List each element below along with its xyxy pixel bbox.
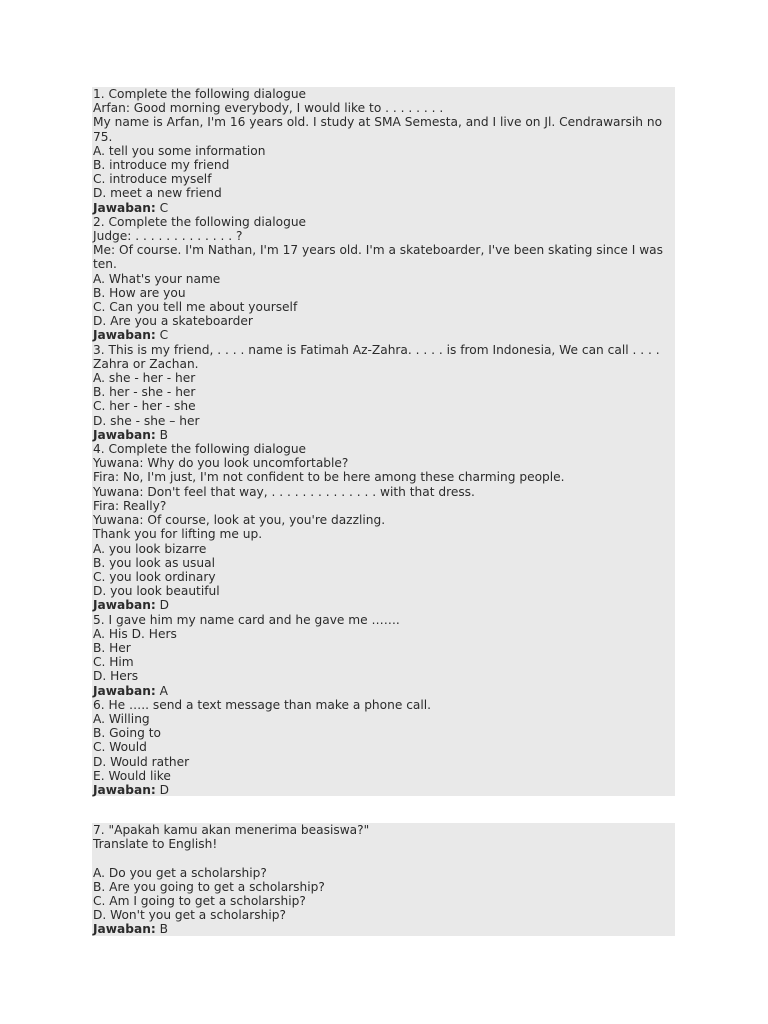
option-b: B. Going to bbox=[93, 726, 161, 741]
option-e: E. Would like bbox=[93, 768, 171, 783]
answer-label: Jawaban: bbox=[93, 782, 156, 797]
dialogue-line: Arfan: Good morning everybody, I would like to . . . . . . . . bbox=[93, 101, 444, 116]
answer-value: B bbox=[155, 427, 168, 442]
question-text: 7. "Apakah kamu akan menerima beasiswa?" bbox=[93, 823, 370, 837]
option-d: D. meet a new friend bbox=[93, 186, 222, 201]
option-a: A. she - her - her bbox=[93, 371, 196, 386]
question-text: 3. This is my friend, . . . . name is Fatimah Az-Zahra. . . . . is from Indonesia, We can call . . . . Zahra or Zachan. bbox=[93, 342, 664, 371]
questions-block-2 bbox=[92, 823, 675, 936]
option-c: C. you look ordinary bbox=[93, 569, 216, 584]
option-a: A. you look bizarre bbox=[93, 541, 207, 556]
answer-line bbox=[93, 684, 675, 698]
option-b: B. Her bbox=[93, 640, 131, 655]
dialogue-line: Yuwana: Of course, look at you, you're dazzling. bbox=[93, 513, 386, 528]
option-c: C. Him bbox=[93, 655, 134, 670]
answer-label: Jawaban: bbox=[93, 427, 156, 442]
answer-label: Jawaban: bbox=[93, 328, 156, 343]
question-2 bbox=[93, 215, 675, 343]
answer-value: C bbox=[155, 200, 169, 215]
option-a: A. Willing bbox=[93, 711, 150, 726]
answer-value: A bbox=[155, 683, 168, 698]
question-text: 6. He ….. send a text message than make a phone call. bbox=[93, 697, 432, 712]
answer-line bbox=[93, 328, 675, 342]
option-c: C. her - her - she bbox=[93, 399, 196, 414]
option-a: A. What's your name bbox=[93, 271, 221, 286]
questions-block-1 bbox=[92, 87, 675, 796]
option-a: A. His D. Hers bbox=[93, 626, 177, 641]
dialogue-line: Judge: . . . . . . . . . . . . . ? bbox=[93, 229, 243, 244]
option-a: A. Do you get a scholarship? bbox=[93, 865, 267, 880]
dialogue-line: Thank you for lifting me up. bbox=[93, 527, 263, 542]
option-b: B. How are you bbox=[93, 285, 186, 300]
question-4 bbox=[93, 442, 675, 612]
option-d: D. Are you a skateboarder bbox=[93, 314, 253, 329]
option-c: C. Can you tell me about yourself bbox=[93, 300, 298, 315]
option-b: B. introduce my friend bbox=[93, 158, 230, 173]
answer-label: Jawaban: bbox=[93, 598, 156, 613]
option-d: D. Would rather bbox=[93, 754, 190, 769]
option-d: D. you look beautiful bbox=[93, 584, 220, 599]
blank-line bbox=[93, 851, 675, 865]
answer-line bbox=[93, 783, 675, 797]
option-b: B. you look as usual bbox=[93, 555, 215, 570]
question-7 bbox=[93, 823, 675, 937]
dialogue-line: Yuwana: Why do you look uncomfortable? bbox=[93, 456, 349, 471]
option-d: D. Hers bbox=[93, 669, 139, 684]
answer-value: D bbox=[155, 782, 170, 797]
answer-line bbox=[93, 428, 675, 442]
answer-label: Jawaban: bbox=[93, 683, 156, 698]
question-text: 2. Complete the following dialogue bbox=[93, 214, 307, 229]
option-d: D. Won't you get a scholarship? bbox=[93, 908, 286, 923]
option-c: C. Am I going to get a scholarship? bbox=[93, 894, 306, 908]
instruction-text: Translate to English! bbox=[93, 837, 218, 852]
dialogue-line: Fira: Really? bbox=[93, 498, 167, 513]
answer-label: Jawaban: bbox=[93, 922, 156, 937]
answer-line bbox=[93, 922, 675, 936]
dialogue-line: Me: Of course. I'm Nathan, I'm 17 years old. I'm a skateboarder, I've been skating since I was ten. bbox=[93, 243, 667, 272]
question-1 bbox=[93, 87, 675, 215]
option-a: A. tell you some information bbox=[93, 143, 266, 158]
question-text: 4. Complete the following dialogue bbox=[93, 442, 307, 457]
answer-value: C bbox=[155, 328, 169, 343]
question-text: 1. Complete the following dialogue bbox=[93, 87, 307, 101]
question-text: 5. I gave him my name card and he gave me ……. bbox=[93, 612, 400, 627]
option-c: C. Would bbox=[93, 740, 147, 755]
dialogue-line: Yuwana: Don't feel that way, . . . . . . . . . . . . . . with that dress. bbox=[93, 484, 475, 499]
answer-value: B bbox=[155, 922, 168, 937]
answer-label: Jawaban: bbox=[93, 200, 156, 215]
option-c: C. introduce myself bbox=[93, 172, 212, 187]
option-b: B. Are you going to get a scholarship? bbox=[93, 879, 325, 894]
question-6 bbox=[93, 698, 675, 797]
question-5 bbox=[93, 613, 675, 698]
option-b: B. her - she - her bbox=[93, 385, 196, 400]
dialogue-line: My name is Arfan, I'm 16 years old. I study at SMA Semesta, and I live on Jl. Cendrawarsih no 75. bbox=[93, 115, 666, 144]
answer-line bbox=[93, 598, 675, 612]
option-d: D. she - she – her bbox=[93, 413, 200, 428]
dialogue-line: Fira: No, I'm just, I'm not confident to be here among these charming people. bbox=[93, 470, 565, 485]
question-3 bbox=[93, 343, 675, 442]
answer-value: D bbox=[155, 598, 170, 613]
answer-line bbox=[93, 201, 675, 215]
